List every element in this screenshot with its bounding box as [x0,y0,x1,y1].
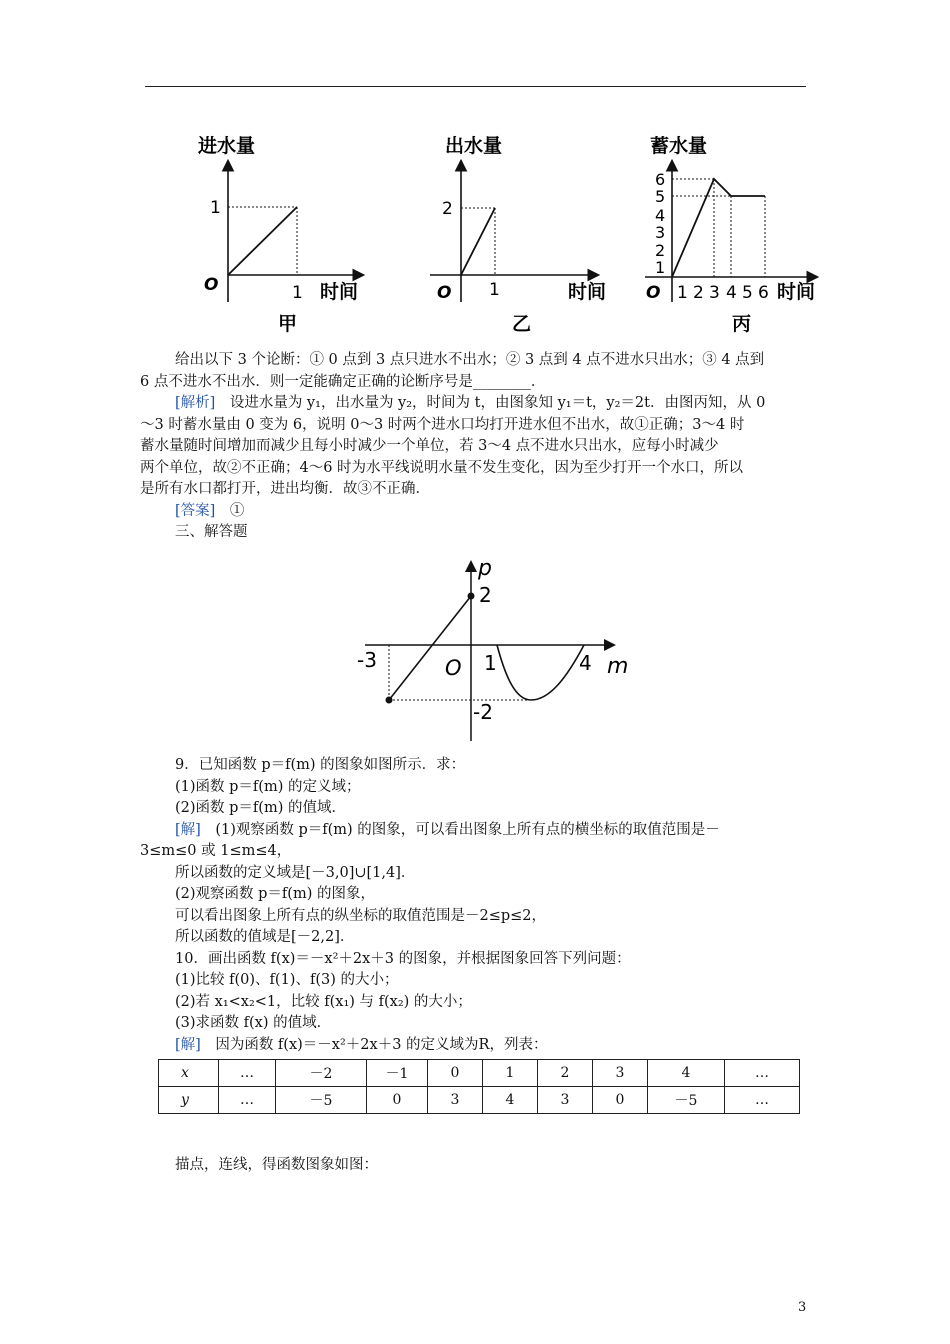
text-line: ～3 时蓄水量由 0 变为 6，说明 0～3 时两个进水口均打开进水但不出水，故①正确；3～4 时 [140,416,745,433]
text-line: 所以函数的值域是[－2,2]． [175,929,355,945]
y-tick-2: 2 [655,241,666,260]
table-cell: … [725,1087,800,1114]
origin-label: O [437,283,452,303]
series-line [461,208,495,275]
text-line: (2)观察函数 p＝f(m) 的图象， [175,886,375,902]
text-line: (2)若 x₁<x₂<1，比较 f(x₁) 与 f(x₂) 的大小； [175,993,472,1010]
text-line: (3)求函数 f(x) 的值域． [175,1015,332,1031]
x-tick-2: 2 [693,283,704,303]
text-line: 6 点不进水不出水．则一定能确定正确的论断序号是________． [140,373,546,390]
problem-intro [140,350,820,544]
line-segment [389,596,471,700]
x-tick-3: 3 [709,283,720,303]
origin-label: O [445,656,462,680]
text-line: 两个单位，故②不正确；4～6 时为水平线说明水量不发生变化，因为至少打开一个水口，所以 [140,459,744,476]
text-line: 9．已知函数 p＝f(m) 的图象如图所示．求： [175,757,466,773]
table-cell: －5 [648,1087,725,1114]
tick-minus2: -2 [473,700,493,724]
table-cell: 3 [428,1087,483,1114]
text-line: 可以看出图象上所有点的纵坐标的取值范围是－2≤p≤2， [175,907,547,924]
x-tick-6: 6 [758,283,769,303]
x-tick-label: 1 [489,280,500,300]
table-cell: 0 [593,1087,648,1114]
y-label: 出水量 [445,135,503,157]
page-number: 3 [798,1300,807,1315]
header-rule [145,86,806,87]
figure-bing [640,130,830,340]
table-cell: … [219,1060,276,1087]
x-tick-1: 1 [677,283,688,303]
figure-caption: 甲 [278,313,298,335]
origin-label: O [204,275,219,295]
table-cell: 3 [593,1060,648,1087]
text-line: 10．画出函数 f(x)＝－x²＋2x＋3 的图象，并根据图象回答下列问题： [175,950,631,967]
series-line [228,207,297,275]
origin-label: O [646,283,661,303]
closing [175,1155,820,1177]
y-label: p [478,556,492,581]
table-cell: －1 [367,1060,428,1087]
table-cell: 4 [648,1060,725,1087]
tick-minus3: -3 [357,648,377,672]
text-line: 描点，连线，得函数图象如图： [175,1157,378,1173]
x-label: m [607,654,629,679]
tick-4: 4 [579,651,592,675]
x-label: 时间 [568,281,607,303]
analysis-text: 设进水量为 y₁，出水量为 y₂，时间为 t，由图象知 y₁＝t，y₂＝2t．由图丙知，从 0 [215,395,766,411]
endpoint-dot [468,593,475,600]
section-title: 三、解答题 [175,524,248,540]
endpoint-dot [386,697,393,704]
series-line [672,179,765,277]
text-line: (1)函数 p＝f(m) 的定义域； [175,778,361,795]
table-cell: … [219,1087,276,1114]
table-cell: x [159,1060,219,1087]
table-cell: －2 [276,1060,367,1087]
table-cell: 0 [367,1087,428,1114]
x-tick-labels [677,283,769,303]
table-cell: 0 [428,1060,483,1087]
answer-tag: [答案] [175,502,216,519]
text-line: (2)函数 p＝f(m) 的值域． [175,800,346,816]
x-tick-label: 1 [292,283,303,303]
y-tick-1: 1 [655,258,666,277]
answer-line [175,501,820,523]
tick-1: 1 [484,651,497,675]
x-label: 时间 [320,281,359,303]
solution-text: (1)观察函数 p＝f(m) 的图象，可以看出图象上所有点的横坐标的取值范围是－ [200,821,720,838]
table-cell: －5 [276,1087,367,1114]
figure-jia [190,130,370,340]
table-row-y [159,1087,800,1114]
question-9 [140,755,820,1056]
text-line: 给出以下 3 个论断：① 0 点到 3 点只进水不出水；② 3 点到 4 点不进水只出水；③ 4 点到 [175,352,765,368]
y-tick-labels [655,170,665,277]
value-table [158,1059,800,1114]
x-label: 时间 [777,281,816,303]
x-tick-5: 5 [742,283,753,303]
text-line: 所以函数的定义域是[－3,0]∪[1,4]． [175,864,416,881]
y-tick-4: 4 [655,206,666,225]
y-tick-6: 6 [655,170,666,189]
figure-yi [425,130,620,340]
y-label: 进水量 [198,135,256,157]
text-line: (1)比较 f(0)、f(1)、f(3) 的大小； [175,972,399,988]
y-tick-label: 1 [210,198,221,218]
text-line: 3≤m≤0 或 1≤m≤4， [140,843,292,859]
tick-2: 2 [479,583,492,607]
x-tick-4: 4 [726,283,737,303]
solution-tag: [解] [175,1036,201,1053]
analysis-line [175,393,820,415]
table-cell: 2 [538,1060,593,1087]
solution-text: 因为函数 f(x)＝－x²＋2x＋3 的定义域为R，列表： [200,1036,548,1053]
figure-caption: 丙 [732,313,752,335]
analysis-tag: [解析] [175,395,216,411]
table-cell: … [725,1060,800,1087]
text-line: 蓄水量随时间增加而减少且每小时减少一个单位，若 3～4 点不进水只出水，应每小时减少 [140,438,719,454]
table-cell: 1 [483,1060,538,1087]
table-cell: 3 [538,1087,593,1114]
y-tick-3: 3 [655,223,666,242]
y-label: 蓄水量 [650,135,708,157]
table-cell: 4 [483,1087,538,1114]
curve-segment [497,645,584,700]
y-tick-label: 2 [442,199,453,219]
text-line: 是所有水口都打开，进出均衡．故③不正确． [140,481,430,497]
solution-tag: [解] [175,821,201,838]
solution-line [175,820,820,842]
solution-line [175,1035,820,1057]
table-cell: y [159,1087,219,1114]
figure-p-of-m [355,555,645,745]
answer-text: ① [215,502,245,519]
y-tick-5: 5 [655,187,666,206]
figure-caption: 乙 [512,313,532,335]
table-row-x [159,1060,800,1087]
